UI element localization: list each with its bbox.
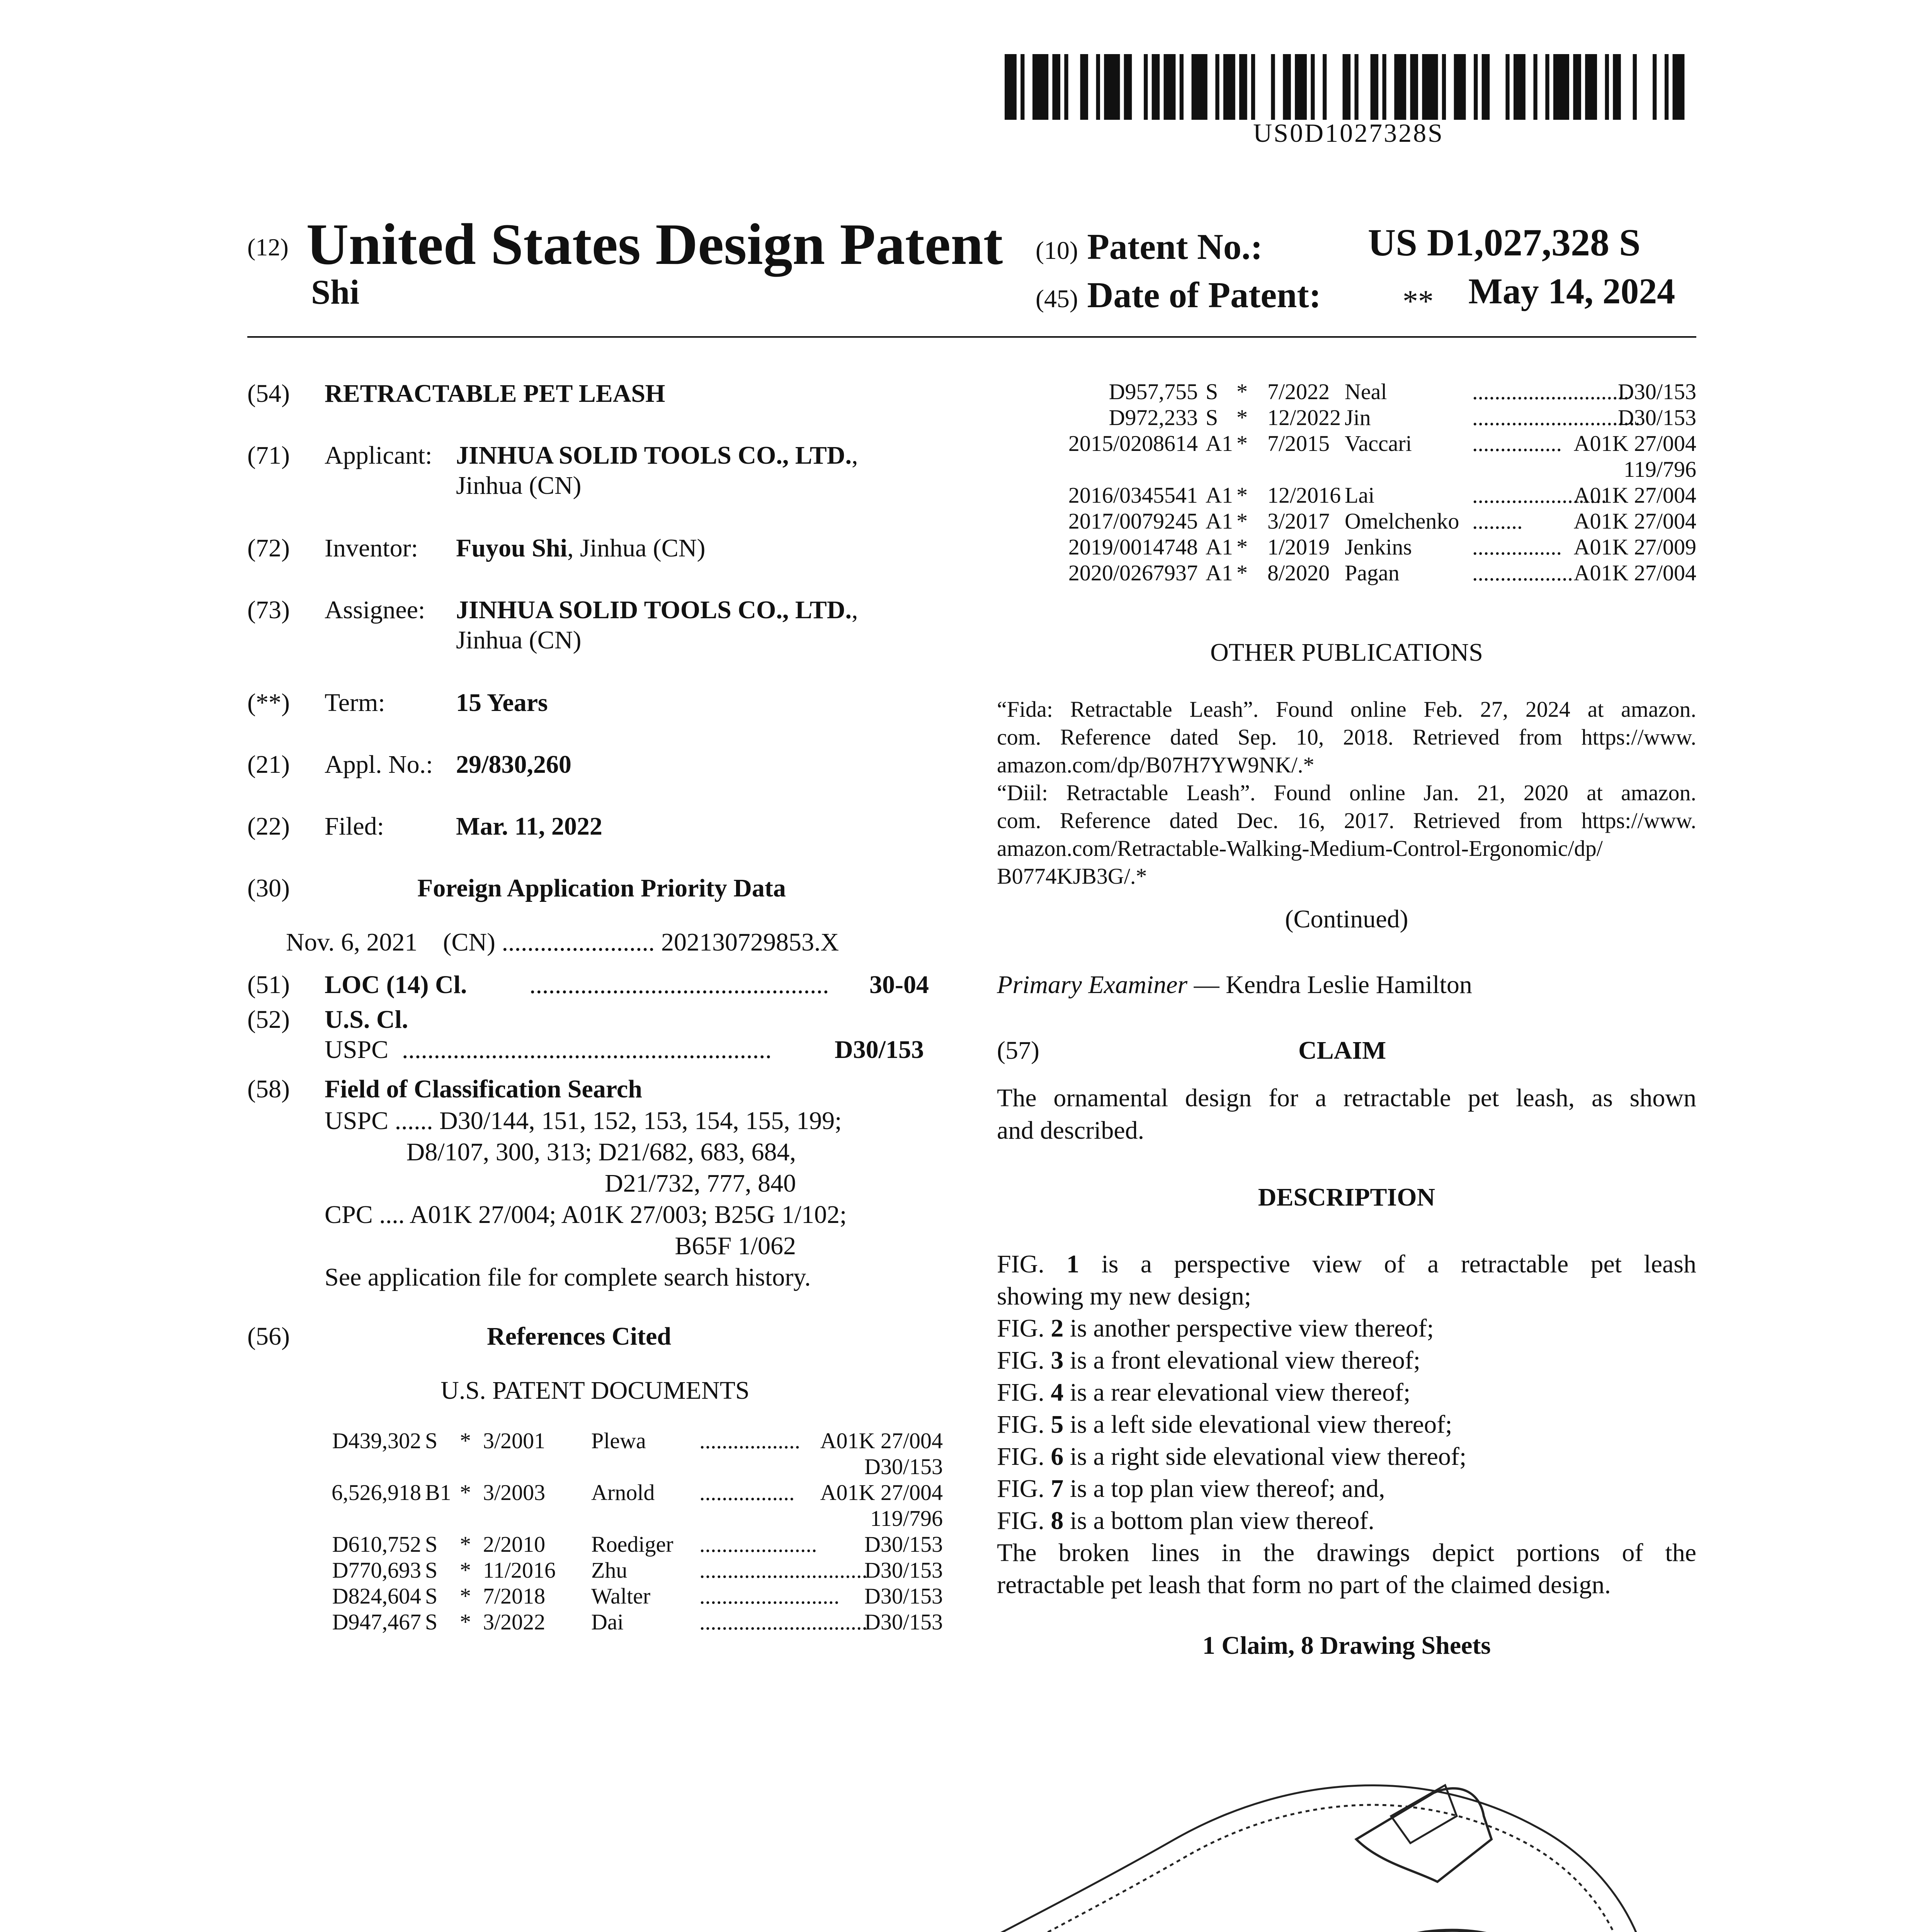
- fig-description: FIG. 1 is a perspective view of a retractable pet leash: [997, 1250, 1696, 1278]
- ref-cls: A01K 27/004: [820, 1480, 943, 1505]
- ref-name: Roediger: [591, 1532, 673, 1557]
- ref-cls: D30/153: [864, 1532, 943, 1557]
- ref-dots: ................: [1472, 534, 1562, 560]
- ref-cls: A01K 27/004: [1573, 431, 1696, 456]
- handle-opening: [1284, 1930, 1588, 1932]
- reference-row: [997, 430, 1696, 482]
- field-search-lines: USPC ...... D30/144, 151, 152, 153, 154, 155, 199; D8/107, 300, 313; D21/682, 683, 684, D21/732, 777, 840 CPC .... A01K 27/004; A01K 27/003; B25G 1/102; B65F 1/062 See application file for complete search history.: [325, 1107, 847, 1291]
- ref-kind: S: [425, 1609, 438, 1634]
- continued-references-table: [997, 379, 1696, 586]
- header-rule: [247, 336, 1696, 338]
- fig-description: FIG. 2 is another perspective view thereof;: [997, 1314, 1434, 1342]
- ref-dots: ..................: [699, 1428, 800, 1453]
- ref-kind: S: [1206, 379, 1218, 404]
- ref-cls2: D30/153: [864, 1454, 943, 1479]
- ref-cls: D30/153: [864, 1583, 943, 1609]
- barcode: [1005, 54, 1692, 120]
- description-heading: DESCRIPTION: [1258, 1183, 1435, 1211]
- ref-cls2: 119/796: [870, 1506, 943, 1531]
- ref-dots: ........................: [1472, 483, 1607, 508]
- ref-dots: .........: [1472, 509, 1523, 534]
- ref-doc: D972,233: [1109, 405, 1198, 430]
- fig-description: FIG. 3 is a front elevational view thereof;: [997, 1346, 1421, 1374]
- ref-kind: A1: [1206, 534, 1233, 560]
- ref-kind: A1: [1206, 483, 1233, 508]
- ref-date: 7/2018: [483, 1583, 546, 1609]
- ref-name: Dai: [591, 1609, 624, 1634]
- ref-date: 12/2016: [1267, 483, 1341, 508]
- inventor-surname: Shi: [311, 273, 360, 311]
- ref-doc: D947,467: [332, 1609, 421, 1634]
- right-column: [997, 379, 1696, 1692]
- ref-doc: 2017/0079245: [1068, 509, 1198, 534]
- ref-date: 2/2010: [483, 1532, 546, 1557]
- left-column: (54) RETRACTABLE PET LEASH (71) Applicant: JINHUA SOLID TOOLS CO., LTD., Jinhua (CN) (72) Inventor: Fuyou Shi, Jinhua (CN) (73) Assignee: JINHUA SOLID TOOLS CO., LTD., Jinhua (CN) (**) Term: 15 Years (21) Appl. No.: 29/830,260 (22) Filed: Mar. 11, 2022 (30) Foreign Application Priority Data Nov. 6, 2021 (CN) ........................ 202130729853.X (51) LOC (14) Cl. ............................................... 30-04 (52) U.S. Cl. USPC .......................................................... D30/153 (58) Field of Classification Search USPC ...... D30/144, 151, 152, 153, 154, 155, 199; D8/107, 300, 313; D21/682, 683, 684, D21/732, 777, 840 CPC .... A01K 27/004; A01K 27/003; B25G 1/102; B65F 1/062 See application file for complete search history. (56) References Cited U.S. PATENT DOCUMENTS D439,302 S * 3/2001 Plewa .................. A01K 27/004 D30/153 6,526,918 B1 * 3/2003 Arnold ................. A01K 27/004 119/796 D610,752 S * 2/2010 Roediger ..................... D30/153 D770,693 S * 11/2016 Zhu .............................. D30/153 D824,604 S * 7/2018 Walter ......................... D30/153 D947,467 S * 3/2022 Dai .............................. D30/153: [247, 379, 943, 1634]
- other-publications-heading: OTHER PUBLICATIONS: [1210, 638, 1483, 667]
- ref-name: Zhu: [591, 1558, 628, 1583]
- other-publications-list: “Fida: Retractable Leash”. Found online Feb. 27, 2024 at amazon. com. Reference dated Sep. 10, 2018. Retrieved from https://www. amazon.com/dp/B07H7YW9NK/.* “Diil: Retractable Leash”. Found online Jan. 21, 2020 at amazon. com. Reference dated Dec. 16, 2017. Retrieved from https://www. amazon.com/Retractable-Walking-Medium-Control-Ergonomic/dp/ B0774KJB3G/.*: [997, 697, 1696, 889]
- ref-kind: B1: [425, 1480, 451, 1505]
- ref-date: 3/2022: [483, 1609, 546, 1634]
- reference-row: [997, 508, 1696, 534]
- ref-name: Lai: [1345, 483, 1375, 508]
- retractable-leash-drawing: [247, 1700, 1700, 1932]
- us-patent-documents-heading: U.S. PATENT DOCUMENTS: [440, 1376, 750, 1405]
- ref-star: *: [460, 1609, 471, 1634]
- code-12: (12): [247, 233, 289, 261]
- reference-row: [309, 1531, 943, 1557]
- ref-name: Vaccari: [1345, 431, 1412, 456]
- fig-description: FIG. 7 is a top plan view thereof; and,: [997, 1475, 1385, 1503]
- ref-date: 11/2016: [483, 1558, 556, 1583]
- description-text: [997, 1248, 1696, 1601]
- patent-number: US D1,027,328 S: [1368, 221, 1641, 264]
- ref-doc: D610,752: [332, 1532, 421, 1557]
- title-text: United States Design Patent: [306, 212, 1003, 277]
- patent-type-title: [247, 211, 1003, 278]
- ref-cls: A01K 27/004: [1573, 509, 1696, 534]
- fig-description: FIG. 5 is a left side elevational view thereof;: [997, 1410, 1452, 1439]
- ref-kind: A1: [1206, 431, 1233, 456]
- ref-cls2: 119/796: [1624, 457, 1696, 482]
- ref-dots: .................: [699, 1480, 795, 1505]
- ref-date: 8/2020: [1267, 560, 1330, 585]
- date-label: (45) Date of Patent:: [1036, 275, 1321, 315]
- leash-body-inner-outline: [733, 1805, 1632, 1932]
- broken-lines-note-cont: retractable pet leash that form no part of the claimed design.: [997, 1571, 1611, 1599]
- ref-cls: A01K 27/004: [1573, 483, 1696, 508]
- reference-row: [309, 1480, 943, 1531]
- ref-date: 7/2015: [1267, 431, 1330, 456]
- claims-count: 1 Claim, 8 Drawing Sheets: [1202, 1631, 1491, 1660]
- ref-dots: .....................: [699, 1532, 817, 1557]
- reference-row: [309, 1557, 943, 1583]
- ref-doc: 6,526,918: [332, 1480, 421, 1505]
- ref-kind: A1: [1206, 509, 1233, 534]
- broken-lines-note: The broken lines in the drawings depict portions of the: [997, 1539, 1696, 1567]
- patent-date: May 14, 2024: [1468, 271, 1675, 311]
- fig-description: FIG. 8 is a bottom plan view thereof.: [997, 1507, 1374, 1535]
- ref-date: 3/2003: [483, 1480, 546, 1505]
- ref-doc: 2019/0014748: [1068, 534, 1198, 560]
- ref-doc: D957,755: [1109, 379, 1198, 404]
- ref-star: *: [1236, 379, 1248, 404]
- ref-star: *: [460, 1583, 471, 1609]
- ref-kind: S: [425, 1558, 438, 1583]
- continued-note: (Continued): [1285, 905, 1408, 933]
- ref-date: 12/2022: [1267, 405, 1341, 430]
- ref-star: *: [1236, 534, 1248, 560]
- ref-cls: D30/153: [1618, 405, 1696, 430]
- ref-name: Jenkins: [1345, 534, 1412, 560]
- ref-name: Neal: [1345, 379, 1387, 404]
- ref-kind: S: [1206, 405, 1218, 430]
- ref-date: 1/2019: [1267, 534, 1330, 560]
- ref-cls: D30/153: [1618, 379, 1696, 404]
- patent-number-label: (10) Patent No.:: [1036, 227, 1263, 267]
- ref-star: *: [1236, 405, 1248, 430]
- ref-dots: ................: [1472, 431, 1562, 456]
- ref-cls: A01K 27/004: [1573, 560, 1696, 585]
- reference-row: [997, 482, 1696, 508]
- ref-cls: D30/153: [864, 1609, 943, 1634]
- fig-description-continued: showing my new design;: [997, 1282, 1252, 1310]
- ref-name: Plewa: [591, 1428, 646, 1453]
- ref-doc: 2020/0267937: [1068, 560, 1198, 585]
- ref-date: 3/2001: [483, 1428, 546, 1453]
- us-references-table: [309, 1428, 943, 1635]
- ref-star: *: [460, 1532, 471, 1557]
- ref-dots: ..............................: [699, 1609, 867, 1634]
- reference-row: [309, 1609, 943, 1635]
- reference-row: [997, 560, 1696, 586]
- ref-star: *: [460, 1428, 471, 1453]
- barcode-number: US0D1027328S: [1253, 118, 1444, 148]
- ref-star: *: [1236, 560, 1248, 585]
- ref-date: 7/2022: [1267, 379, 1330, 404]
- ref-cls: A01K 27/009: [1573, 534, 1696, 560]
- ref-name: Pagan: [1345, 560, 1400, 585]
- claim-text: The ornamental design for a retractable pet leash, as shown and described.: [997, 1084, 1696, 1145]
- reference-row: [309, 1428, 943, 1480]
- ref-star: *: [1236, 509, 1248, 534]
- ref-dots: ..................: [1472, 560, 1573, 585]
- ref-doc: D770,693: [332, 1558, 421, 1583]
- date-mark: **: [1403, 284, 1434, 318]
- primary-examiner: Primary Examiner — Kendra Leslie Hamilton: [997, 971, 1472, 999]
- ref-star: *: [460, 1480, 471, 1505]
- reference-row: [997, 379, 1696, 405]
- ref-doc: D824,604: [332, 1583, 421, 1609]
- ref-doc: D439,302: [332, 1428, 421, 1453]
- fig-description: FIG. 6 is a right side elevational view thereof;: [997, 1442, 1467, 1471]
- ref-name: Arnold: [591, 1480, 655, 1505]
- foreign-priority-line: Nov. 6, 2021 (CN) ........................ 202130729853.X: [286, 928, 839, 956]
- ref-kind: S: [425, 1583, 438, 1609]
- ref-name: Omelchenko: [1345, 509, 1459, 534]
- claim-heading-row: (57) CLAIM: [997, 1036, 1386, 1065]
- ref-name: Walter: [591, 1583, 651, 1609]
- ref-doc: 2016/0345541: [1068, 483, 1198, 508]
- reference-row: [997, 405, 1696, 430]
- ref-dots: ............................: [1472, 379, 1629, 404]
- ref-name: Jin: [1345, 405, 1371, 430]
- ref-dots: .........................: [699, 1583, 840, 1609]
- ref-kind: A1: [1206, 560, 1233, 585]
- ref-kind: S: [425, 1428, 438, 1453]
- ref-star: *: [1236, 431, 1248, 456]
- ref-star: *: [460, 1558, 471, 1583]
- fig-description: FIG. 4 is a rear elevational view thereof;: [997, 1378, 1411, 1406]
- ref-dots: ..............................: [1472, 405, 1640, 430]
- ref-doc: 2015/0208614: [1068, 431, 1198, 456]
- ref-cls: A01K 27/004: [820, 1428, 943, 1453]
- ref-star: *: [1236, 483, 1248, 508]
- ref-kind: S: [425, 1532, 438, 1557]
- ref-cls: D30/153: [864, 1558, 943, 1583]
- reference-row: [309, 1583, 943, 1609]
- ref-dots: ..............................: [699, 1558, 867, 1583]
- reference-row: [997, 534, 1696, 560]
- leash-body-outline: [710, 1786, 1653, 1932]
- ref-date: 3/2017: [1267, 509, 1330, 534]
